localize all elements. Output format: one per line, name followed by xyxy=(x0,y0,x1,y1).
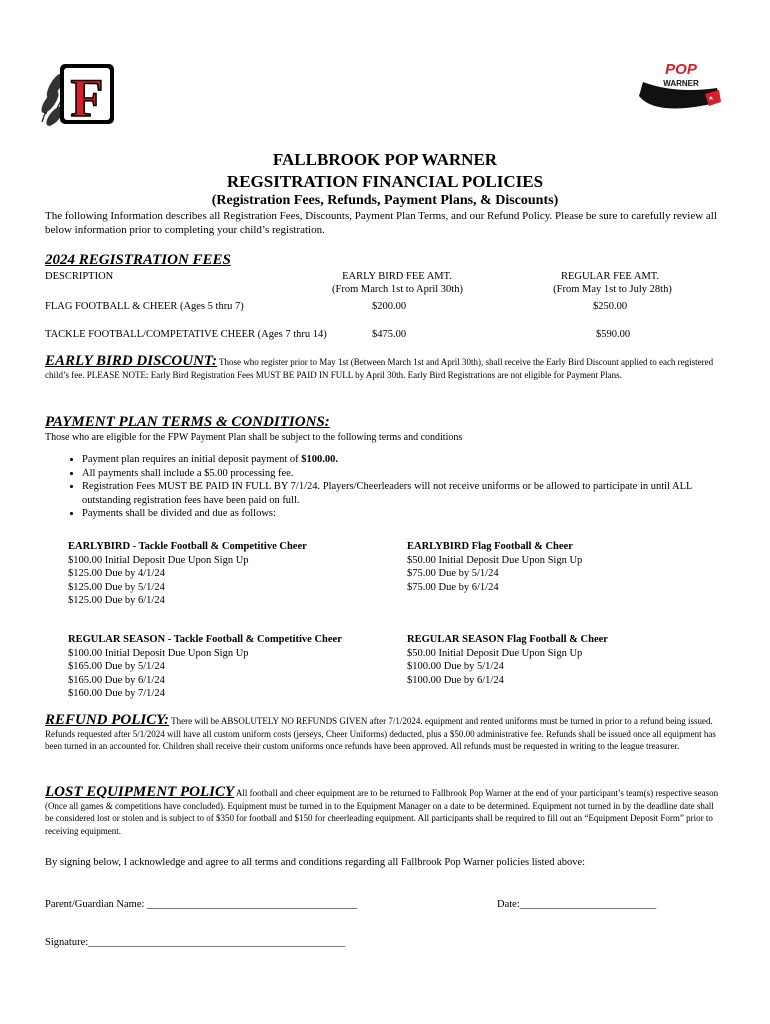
date-field[interactable]: Date:__________________________ xyxy=(497,899,657,910)
fee-row-early: $200.00 xyxy=(372,301,407,312)
list-item: • All payments shall include a $5.00 processing fee. xyxy=(82,467,732,481)
refund-heading: REFUND POLICY: xyxy=(45,712,170,728)
early-bird-heading: EARLY BIRD DISCOUNT: xyxy=(45,353,217,369)
signature-field[interactable]: Signature:_________________________________________________ xyxy=(45,937,346,948)
col-regular: REGULAR FEE AMT. xyxy=(560,271,660,282)
pop-warner-logo xyxy=(635,60,725,118)
refund-text: There will be ABSOLUTELY NO REFUNDS GIVEN after 7/1/2024. equipment and rented uniforms must be turned in prior to a refund being issued. Refunds requested after 5/1/2024 will have all custom uniform costs (jerseys, Cheer Uniforms) deducted, plus a $50.00 administrative fee. Refunds shall be issued once all equipment has been turned in an accounted for. Children shall receive their custom uniforms once refunds have been approved. All refunds must be requested in writing to the league treasurer. xyxy=(45,716,716,751)
col-description: DESCRIPTION xyxy=(45,271,114,282)
pw-logo-pop: POP xyxy=(665,61,697,78)
fee-row-desc: TACKLE FOOTBALL/COMPETATIVE CHEER (Ages 7 thru 14) xyxy=(45,329,327,340)
refund-paragraph xyxy=(45,714,720,753)
page-subtitle: REGSITRATION FINANCIAL POLICIES xyxy=(226,172,544,191)
early-bird-paragraph xyxy=(45,355,720,381)
lost-equipment-paragraph xyxy=(45,786,720,837)
list-item: • Payments shall be divided and due as follows: xyxy=(82,507,732,521)
plan-earlybird-flag: EARLYBIRD Flag Football & Cheer $50.00 Initial Deposit Due Upon Sign Up $75.00 Due by 5/1/24 $75.00 Due by 6/1/24 xyxy=(407,541,583,593)
fallbrook-logo xyxy=(38,56,148,132)
list-item: • Payment plan requires an initial deposit payment of $100.00. xyxy=(82,453,732,467)
page-title: FALLBROOK POP WARNER xyxy=(272,150,498,169)
payment-plan-heading: PAYMENT PLAN TERMS & CONDITIONS: xyxy=(45,414,330,430)
acknowledgement-text: By signing below, I acknowledge and agree to all terms and conditions regarding all Fallbrook Pop Warner policies listed above: xyxy=(45,857,586,868)
plan-regular-tackle: REGULAR SEASON - Tackle Football & Competitive Cheer $100.00 Initial Deposit Due Upon Sign Up $165.00 Due by 5/1/24 $165.00 Due by 6/1/24 $160.00 Due by 7/1/24 xyxy=(68,634,342,699)
list-item: • Registration Fees MUST BE PAID IN FULL BY 7/1/24. Players/Cheerleaders will not receive uniforms or be allowed to participate in until ALL outstanding registration fees have been paid on full. xyxy=(82,480,732,507)
fee-row-regular: $590.00 xyxy=(596,329,631,340)
intro-text: The following Information describes all Registration Fees, Discounts, Payment Plan Terms, and our Refund Policy. Please be sure to carefully review all below information prior to completing your child’s registration. xyxy=(45,210,717,236)
col-early-range: (From March 1st to April 30th) xyxy=(332,284,463,295)
fee-row-regular: $250.00 xyxy=(593,301,628,312)
lost-equipment-text: All football and cheer equipment are to be returned to Fallbrook Pop Warner at the end of your participant’s team(s) respective season (Once all games & competitions have concluded). Equipment must be turned in to the Equipment Manager on a date to be determined. Equipment not turned in by the deadline date shall be considered lost or stolen and is subject to of $350 for football and $150 for cheerleading equipment. All participants shall be required to fill out an “Equipment Deposit Form” prior to receiving equipment. xyxy=(45,788,719,836)
fees-heading: 2024 REGISTRATION FEES xyxy=(45,252,231,268)
fee-row-early: $475.00 xyxy=(372,329,407,340)
payment-terms-list xyxy=(62,453,732,521)
plan-regular-flag: REGULAR SEASON Flag Football & Cheer $50.00 Initial Deposit Due Upon Sign Up $100.00 Due by 5/1/24 $100.00 Due by 6/1/24 xyxy=(407,634,608,686)
logo-letter: F xyxy=(70,68,104,128)
pw-logo-warner: WARNER xyxy=(663,79,699,88)
lost-equipment-heading: LOST EQUIPMENT POLICY xyxy=(45,784,235,800)
early-bird-text: Those who register prior to May 1st (Between March 1st and April 30th), shall receive the Early Bird Discount applied to each registered child’s fee. PLEASE NOTE: Early Bird Registration Fees MUST BE PAID IN FULL by April 30th. Early Bird Registrations are not eligible for Payment Plans. xyxy=(45,357,714,380)
col-early: EARLY BIRD FEE AMT. xyxy=(342,271,452,282)
parent-name-field[interactable]: Parent/Guardian Name: ________________________________________ xyxy=(45,899,358,910)
page-subtitle-2: (Registration Fees, Refunds, Payment Plans, & Discounts) xyxy=(211,193,559,208)
payment-plan-intro: Those who are eligible for the FPW Payment Plan shall be subject to the following terms and conditions xyxy=(45,432,463,443)
plan-earlybird-tackle: EARLYBIRD - Tackle Football & Competitive Cheer $100.00 Initial Deposit Due Upon Sign Up $125.00 Due by 4/1/24 $125.00 Due by 5/1/24 $125.00 Due by 6/1/24 xyxy=(68,541,307,606)
col-regular-range: (From May 1st to July 28th) xyxy=(553,284,672,295)
fee-row-desc: FLAG FOOTBALL & CHEER (Ages 5 thru 7) xyxy=(45,301,244,312)
